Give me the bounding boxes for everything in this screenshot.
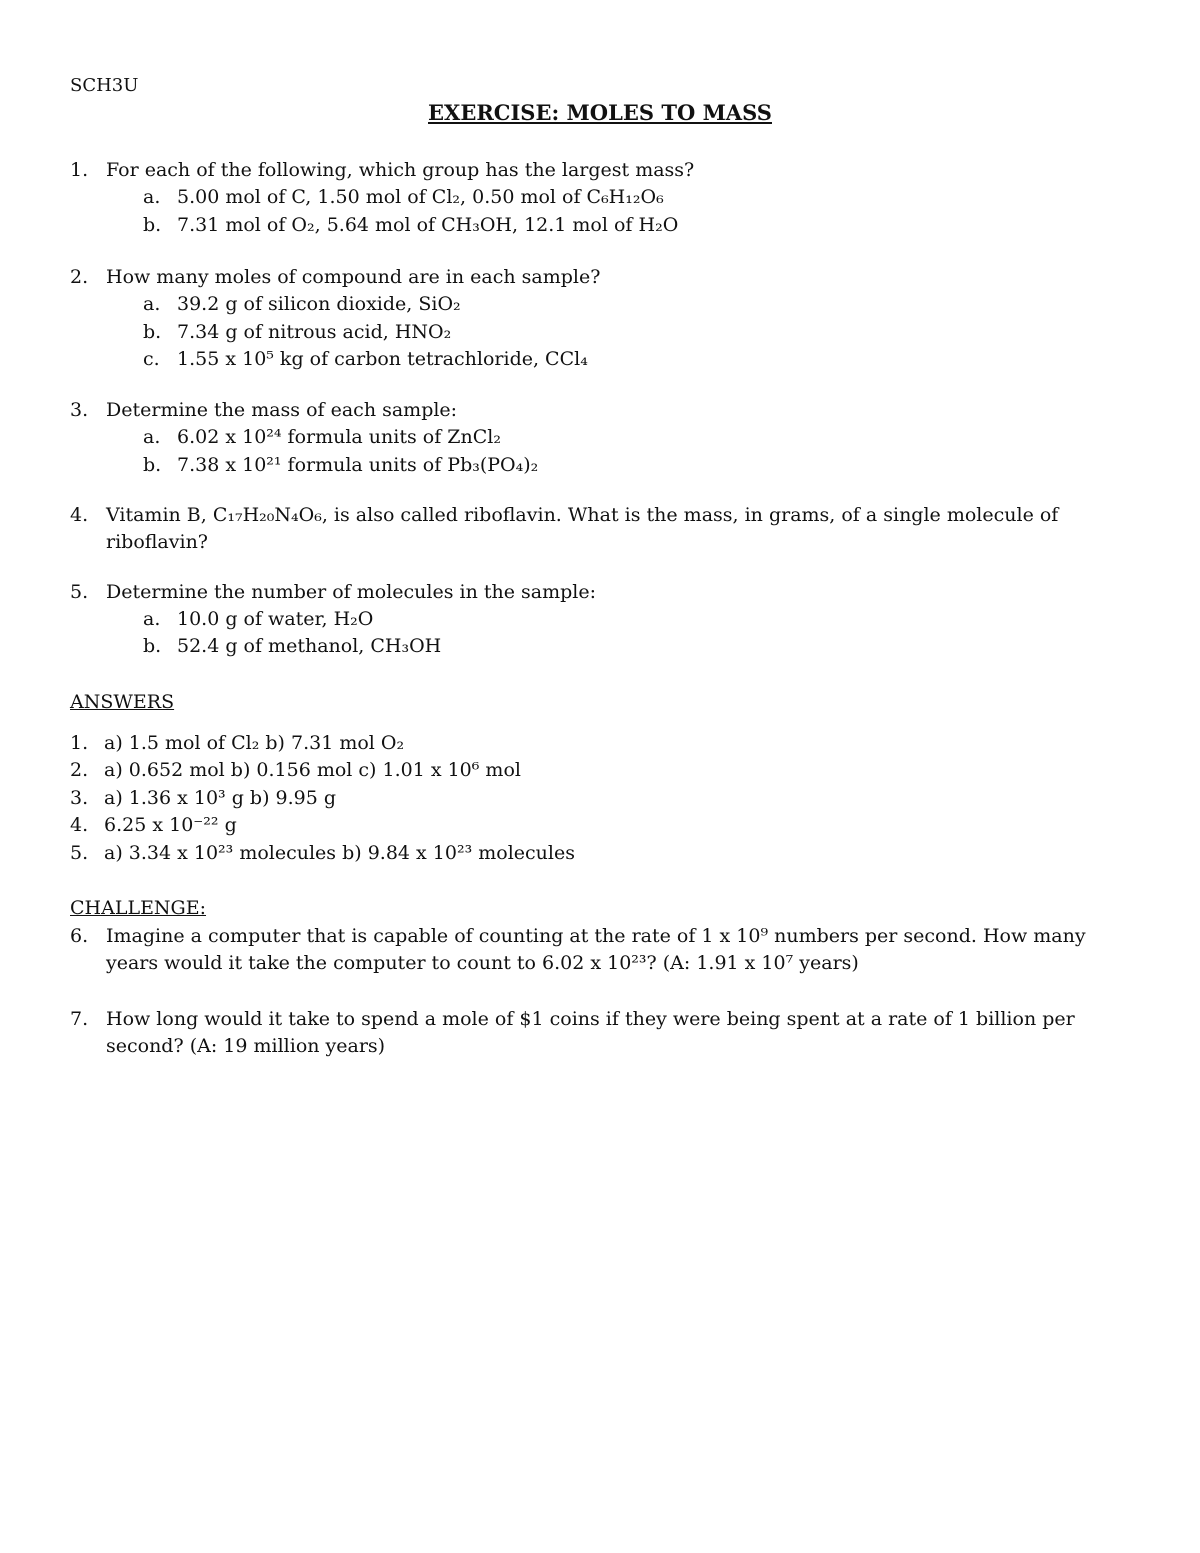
challenge-number: 7. xyxy=(70,1008,89,1030)
answer-text: 6.25 x 10⁻²² g xyxy=(104,814,237,836)
challenge-heading: CHALLENGE: xyxy=(70,897,207,919)
answer-text: a) 0.652 mol b) 0.156 mol c) 1.01 x 10⁶ mol xyxy=(104,759,521,781)
answers-heading: ANSWERS xyxy=(70,691,175,713)
part-text: 7.31 mol of O₂, 5.64 mol of CH₃OH, 12.1 mol of H₂O xyxy=(177,214,679,236)
answer-number: 4. xyxy=(70,814,89,836)
part-label: c. xyxy=(143,348,160,370)
part-text: 39.2 g of silicon dioxide, SiO₂ xyxy=(177,293,461,315)
question-text: Determine the mass of each sample: xyxy=(106,399,458,421)
part-text: 10.0 g of water, H₂O xyxy=(177,608,374,630)
question-number: 1. xyxy=(70,159,89,181)
challenge-text-continued: years would it take the computer to count to 6.02 x 10²³? (A: 1.91 x 10⁷ years) xyxy=(106,952,859,974)
part-label: b. xyxy=(143,454,162,476)
part-label: a. xyxy=(143,426,161,448)
question-text: Determine the number of molecules in the sample: xyxy=(106,581,596,603)
challenge-text: How long would it take to spend a mole of $1 coins if they were being spent at a rate of 1 billion per xyxy=(106,1008,1075,1030)
question-number: 2. xyxy=(70,266,89,288)
challenge-text: Imagine a computer that is capable of counting at the rate of 1 x 10⁹ numbers per second. How many xyxy=(106,925,1086,947)
challenge-number: 6. xyxy=(70,925,89,947)
question-number: 4. xyxy=(70,504,89,526)
question-text: How many moles of compound are in each sample? xyxy=(106,266,601,288)
answer-number: 2. xyxy=(70,759,89,781)
question-text: For each of the following, which group has the largest mass? xyxy=(106,159,695,181)
question-text-continued: riboflavin? xyxy=(106,531,208,553)
question-number: 3. xyxy=(70,399,89,421)
answer-text: a) 1.5 mol of Cl₂ b) 7.31 mol O₂ xyxy=(104,732,405,754)
part-label: b. xyxy=(143,214,162,236)
part-text: 7.38 x 10²¹ formula units of Pb₃(PO₄)₂ xyxy=(177,454,539,476)
part-text: 5.00 mol of C, 1.50 mol of Cl₂, 0.50 mol of C₆H₁₂O₆ xyxy=(177,186,664,208)
part-label: a. xyxy=(143,608,161,630)
answer-number: 1. xyxy=(70,732,89,754)
part-label: b. xyxy=(143,635,162,657)
answer-text: a) 1.36 x 10³ g b) 9.95 g xyxy=(104,787,337,809)
part-text: 1.55 x 10⁵ kg of carbon tetrachloride, CCl₄ xyxy=(177,348,588,370)
page-title: EXERCISE: MOLES TO MASS xyxy=(428,100,772,125)
challenge-text-continued: second? (A: 19 million years) xyxy=(106,1035,386,1057)
part-label: b. xyxy=(143,321,162,343)
answer-number: 5. xyxy=(70,842,89,864)
question-text: Vitamin B, C₁₇H₂₀N₄O₆, is also called riboflavin. What is the mass, in grams, of a single molecule of xyxy=(106,504,1059,526)
part-text: 6.02 x 10²⁴ formula units of ZnCl₂ xyxy=(177,426,501,448)
answer-number: 3. xyxy=(70,787,89,809)
course-code: SCH3U xyxy=(70,75,139,96)
part-label: a. xyxy=(143,186,161,208)
question-number: 5. xyxy=(70,581,89,603)
part-text: 7.34 g of nitrous acid, HNO₂ xyxy=(177,321,452,343)
part-text: 52.4 g of methanol, CH₃OH xyxy=(177,635,442,657)
part-label: a. xyxy=(143,293,161,315)
answer-text: a) 3.34 x 10²³ molecules b) 9.84 x 10²³ molecules xyxy=(104,842,575,864)
